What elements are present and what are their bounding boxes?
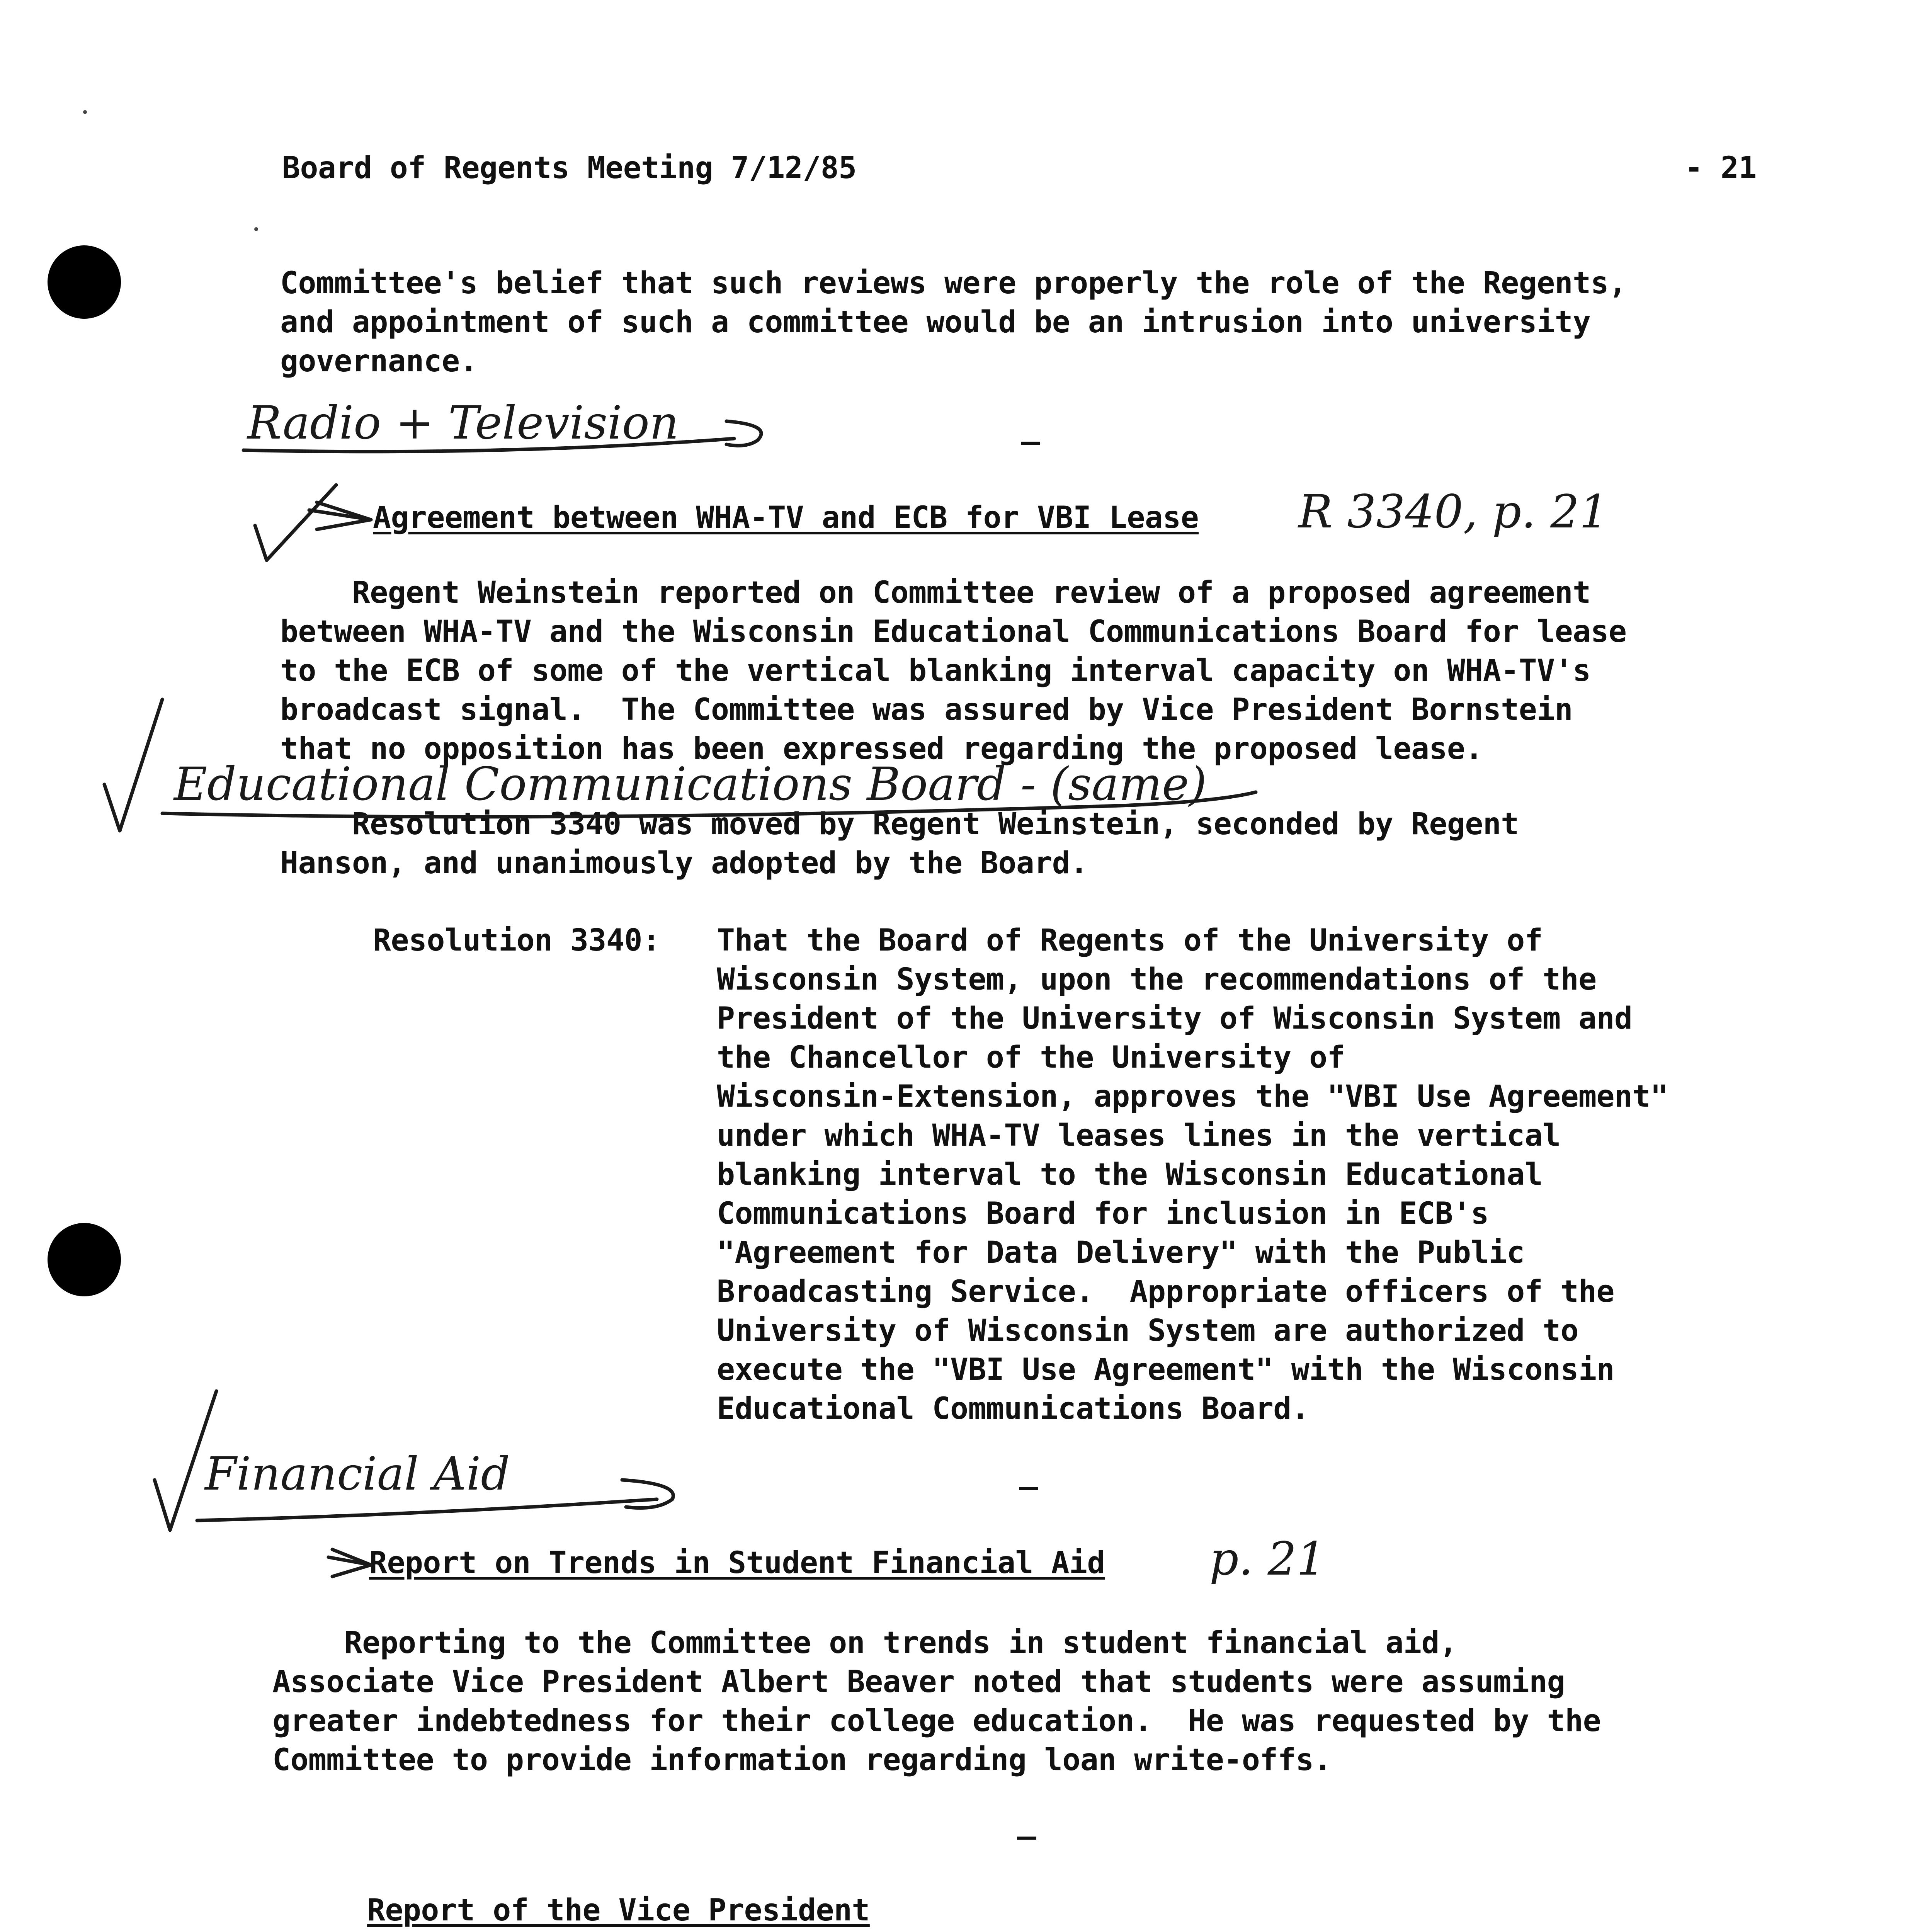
pen-arrow-radio-tv: [726, 421, 761, 446]
aid-para-line: greater indebtedness for their college education. He was requested by the: [272, 1704, 1601, 1738]
check-mark-vbi: [255, 485, 336, 560]
resolution-line: under which WHA-TV leases lines in the vertical: [717, 1118, 1561, 1153]
handwritten-ecb-note: Educational Communications Board - (same): [174, 757, 1207, 811]
vbi-para1-line: that no opposition has been expressed regarding the proposed lease.: [280, 731, 1483, 766]
pen-arrow-aid-heading: [328, 1549, 371, 1577]
pen-underline-ecb: [162, 792, 1256, 817]
handwritten-r3340-ref: R 3340, p. 21: [1298, 485, 1609, 538]
intro-line: and appointment of such a committee would be an intrusion into university: [280, 305, 1591, 340]
resolution-line: University of Wisconsin System are authorized to: [717, 1313, 1579, 1348]
handwritten-radio-tv: Radio + Television: [247, 396, 679, 449]
vbi-para1-line: to the ECB of some of the vertical blanking interval capacity on WHA-TV's: [280, 653, 1591, 688]
section-heading-vbi: Agreement between WHA-TV and ECB for VBI Lease: [373, 500, 1199, 535]
resolution-line: Communications Board for inclusion in ECB's: [717, 1196, 1489, 1231]
aid-para-line: Reporting to the Committee on trends in student financial aid,: [272, 1626, 1458, 1660]
resolution-line: blanking interval to the Wisconsin Educational: [717, 1157, 1543, 1192]
check-mark-ecb: [104, 699, 162, 831]
resolution-line: That the Board of Regents of the University of: [717, 923, 1543, 958]
resolution-line: President of the University of Wisconsin System and: [717, 1001, 1633, 1036]
pen-arrow-aid: [622, 1480, 673, 1508]
pen-underline-aid: [197, 1499, 657, 1520]
resolution-line: Wisconsin System, upon the recommendations of the: [717, 962, 1597, 997]
vbi-para1-line: between WHA-TV and the Wisconsin Educational Communications Board for lease: [280, 614, 1627, 649]
check-mark-aid: [155, 1391, 216, 1530]
intro-line: governance.: [280, 344, 478, 379]
handwritten-financial-aid: Financial Aid: [205, 1447, 510, 1500]
page-number: - 21: [1685, 151, 1757, 185]
vbi-para2-line: Resolution 3340 was moved by Regent Weinstein, seconded by Regent: [280, 807, 1519, 842]
resolution-line: Wisconsin-Extension, approves the "VBI Use Agreement": [717, 1079, 1668, 1114]
resolution-line: Educational Communications Board.: [717, 1391, 1310, 1426]
page-header-title: Board of Regents Meeting 7/12/85: [282, 151, 857, 185]
vbi-para1-line: broadcast signal. The Committee was assured by Vice President Bornstein: [280, 692, 1573, 727]
intro-line: Committee's belief that such reviews were properly the role of the Regents,: [280, 266, 1627, 301]
aid-para-line: Associate Vice President Albert Beaver noted that students were assuming: [272, 1665, 1565, 1699]
aid-para-line: Committee to provide information regarding loan write-offs.: [272, 1743, 1332, 1777]
section-heading-aid: Report on Trends in Student Financial Aid: [369, 1546, 1105, 1580]
vbi-para2-line: Hanson, and unanimously adopted by the Board.: [280, 846, 1088, 881]
handwritten-p21: p. 21: [1209, 1532, 1326, 1585]
resolution-line: Broadcasting Service. Appropriate officers of the: [717, 1274, 1614, 1309]
resolution-line: "Agreement for Data Delivery" with the Public: [717, 1235, 1525, 1270]
resolution-label: Resolution 3340:: [373, 923, 660, 958]
section-heading-vp: Report of the Vice President: [367, 1893, 870, 1928]
pen-underline-radio-tv: [243, 439, 734, 452]
resolution-line: execute the "VBI Use Agreement" with the Wisconsin: [717, 1352, 1614, 1387]
resolution-line: the Chancellor of the University of: [717, 1040, 1345, 1075]
vbi-para1-line: Regent Weinstein reported on Committee review of a proposed agreement: [280, 575, 1591, 610]
